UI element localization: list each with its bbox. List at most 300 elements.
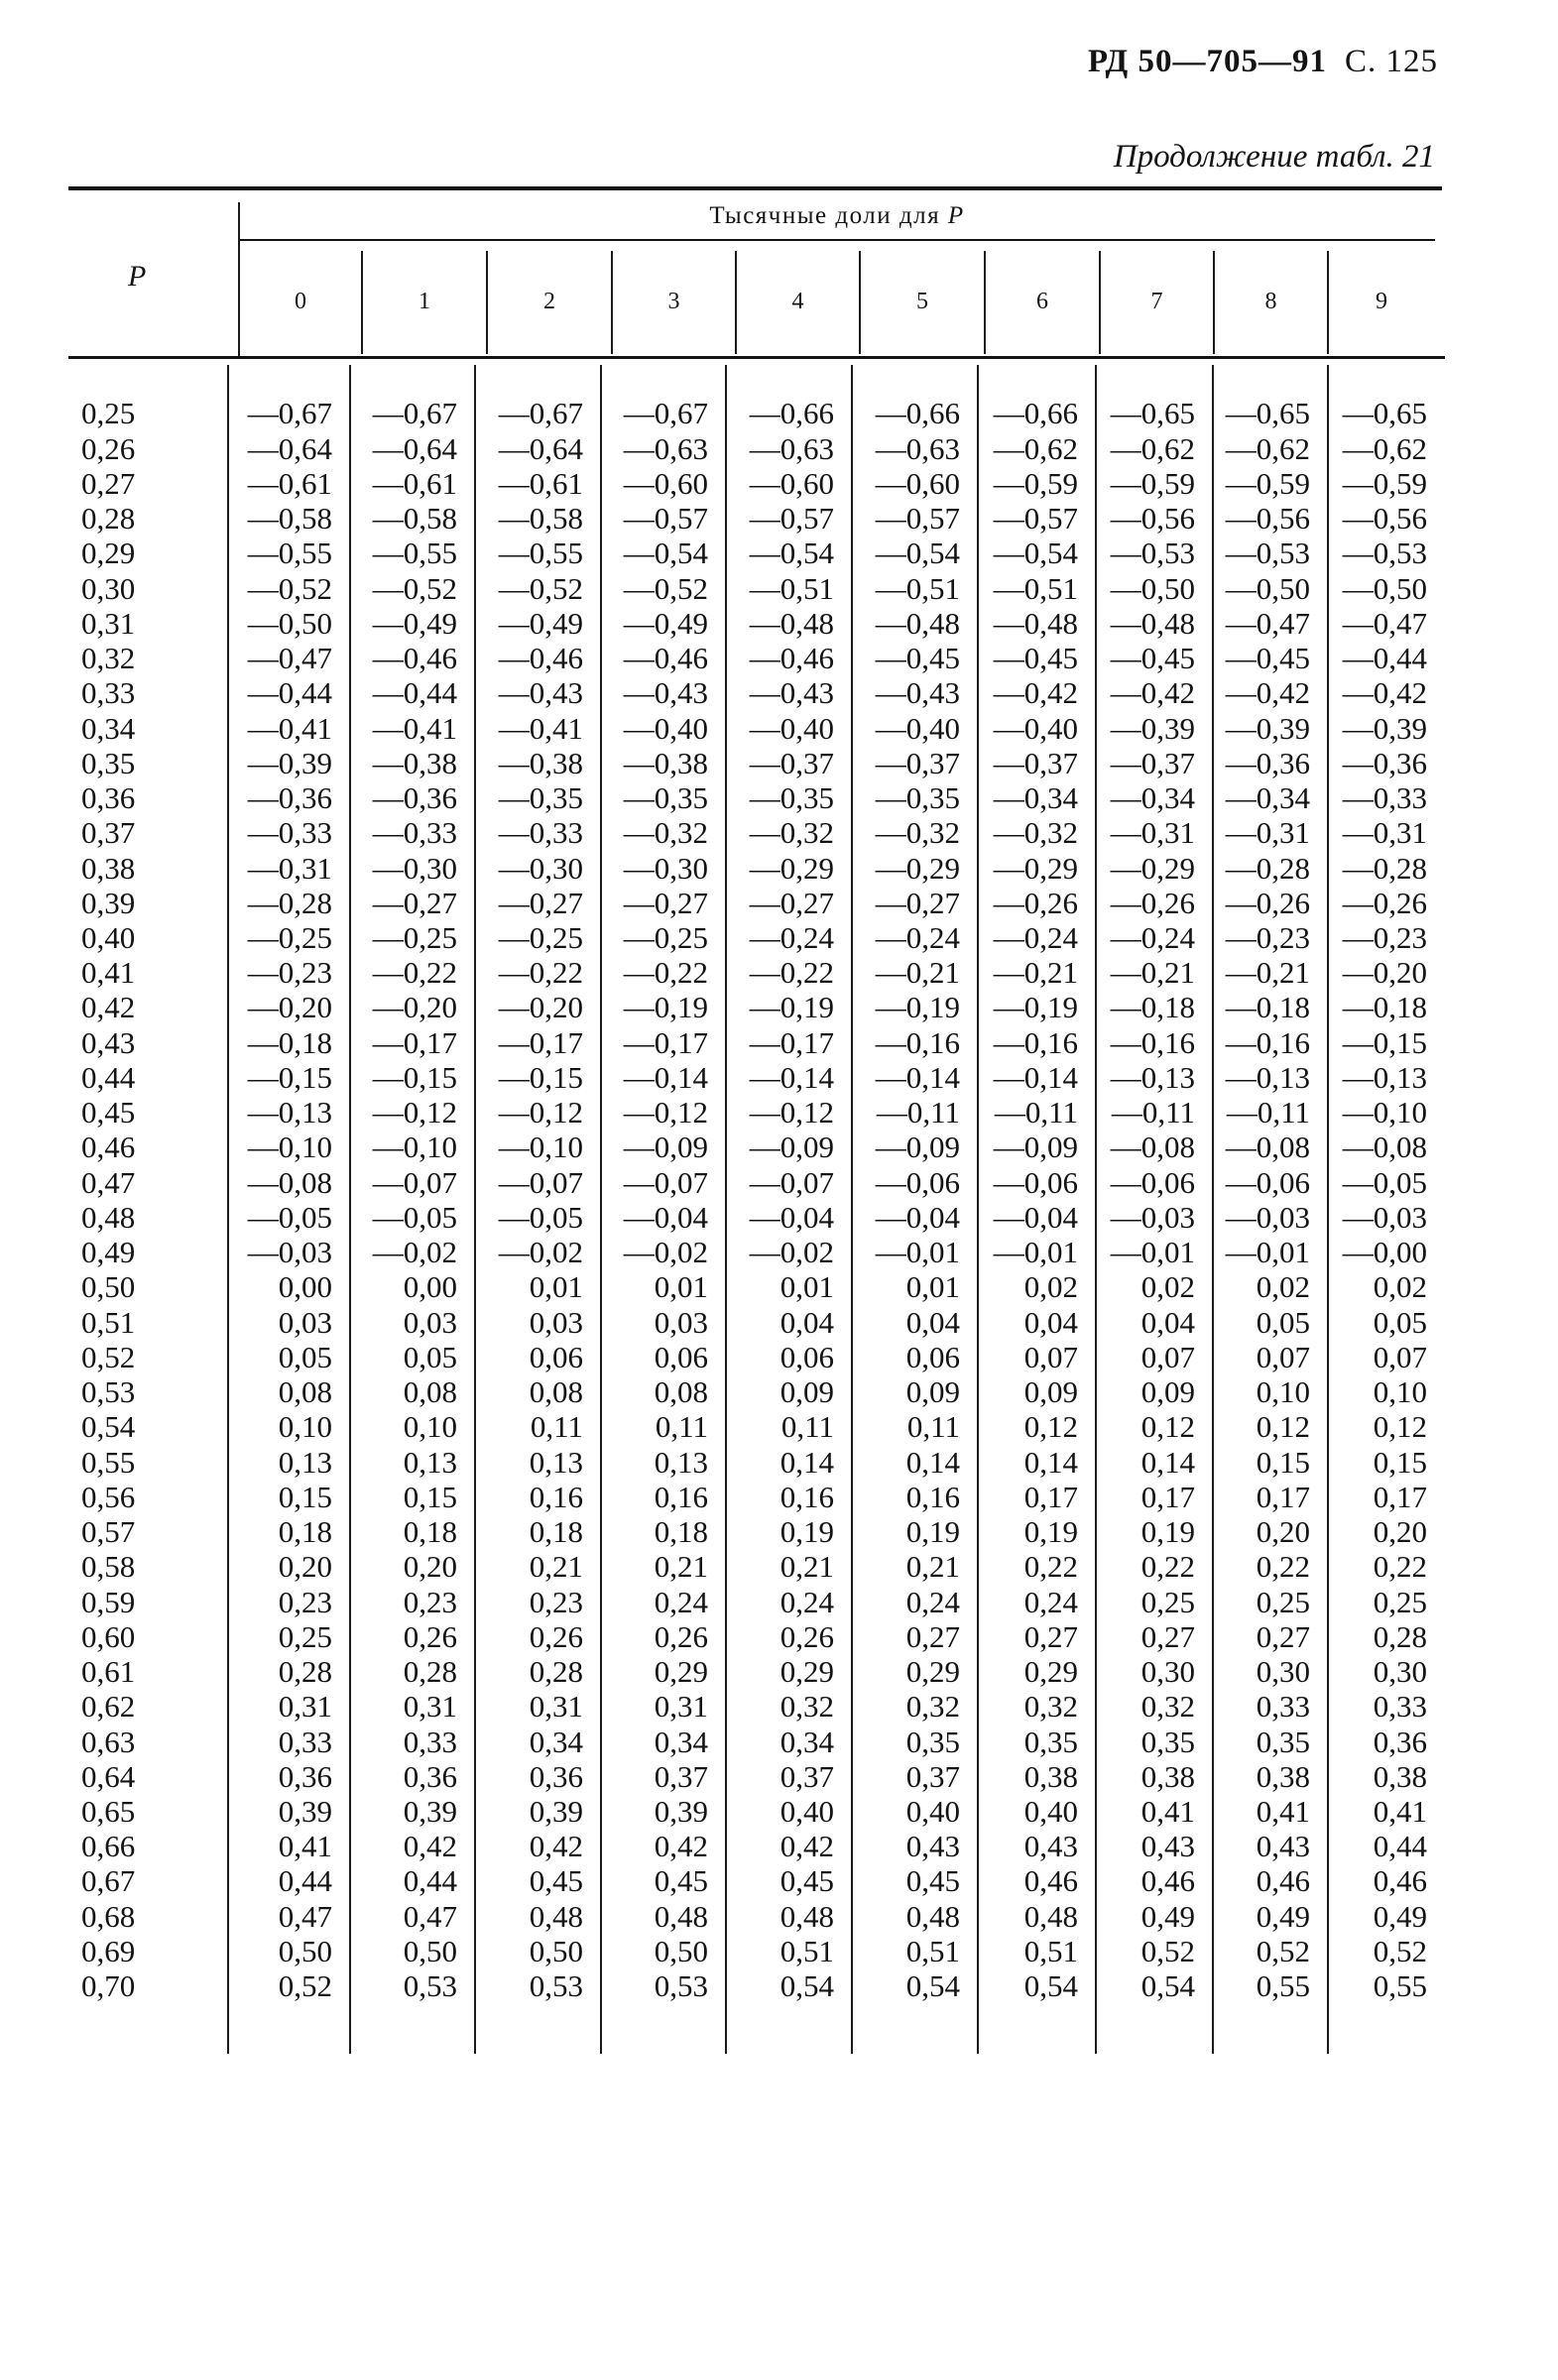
table-cell: —0,40 [749,710,834,746]
table-cell: 0,46 [1023,1863,1078,1899]
table-cell: —0,37 [749,745,834,780]
table-cell: —0,02 [498,1235,583,1270]
table-cell: 0,26 [529,1618,583,1654]
table-cell: —0,37 [1110,745,1195,780]
table-cell: —0,21 [1110,955,1195,991]
table-cell: —0,56 [1225,501,1310,536]
table-cell: —0,34 [993,780,1078,816]
table-cell: 0,55 [1373,1968,1427,2004]
table-row [0,675,1558,710]
table-cell: 0,49 [1140,1898,1195,1934]
table-cell: —0,65 [1342,396,1427,431]
table-cell: 0,28 [278,1654,332,1690]
table-cell: —0,18 [247,1024,332,1060]
table-cell: 0,31 [529,1689,583,1725]
table-cell: 0,44 [278,1863,332,1899]
table-row [0,1863,1558,1898]
table-cell: —0,11 [876,1095,960,1130]
table-cell: 0,42 [403,1829,457,1864]
table-cell: 0,51 [779,1933,834,1968]
table-cell: —0,40 [993,710,1078,746]
column-header-1: 1 [419,289,430,314]
table-cell: —0,49 [498,605,583,641]
table-cell: —0,33 [247,815,332,851]
table-cell: —0,62 [1110,430,1195,466]
table-row [0,1794,1558,1829]
table-cell: —0,04 [875,1199,960,1235]
table-cell: 0,25 [1140,1584,1195,1619]
table-cell: —0,28 [247,885,332,920]
table-cell: —0,15 [1342,1024,1427,1060]
table-cell: 0,21 [905,1549,960,1585]
table-cell: —0,12 [623,1095,708,1130]
table-cell: 0,06 [905,1339,960,1374]
table-row [0,1899,1558,1934]
table-cell: —0,51 [749,570,834,606]
table-cell: —0,30 [498,850,583,886]
table-cell: —0,22 [498,955,583,991]
p-value: 0,37 [81,815,136,851]
table-cell: —0,40 [623,710,708,746]
table-cell: 0,05 [278,1339,332,1374]
table-cell: —0,37 [875,745,960,780]
table-cell: 0,41 [1140,1794,1195,1829]
table-cell: 0,25 [1373,1584,1427,1619]
table-cell: —0,07 [749,1164,834,1200]
group-header-variable: P [947,202,965,229]
table-cell: 0,06 [779,1339,834,1374]
table-cell: 0,36 [529,1758,583,1794]
table-cell: 0,50 [403,1933,457,1968]
table-cell: —0,01 [875,1235,960,1270]
table-row [0,1585,1558,1619]
table-cell: —0,14 [875,1059,960,1095]
table-cell: —0,43 [875,675,960,711]
table-cell: —0,35 [498,780,583,816]
table-cell: —0,24 [875,920,960,955]
header-column-divider [735,251,737,354]
table-cell: 0,34 [529,1724,583,1759]
table-cell: 0,22 [1256,1549,1310,1585]
table-cell: —0,44 [247,675,332,711]
table-row [0,1759,1558,1794]
table-cell: 0,24 [1023,1584,1078,1619]
p-value: 0,32 [81,641,136,676]
table-cell: —0,06 [1225,1164,1310,1200]
table-cell: —0,64 [372,430,457,466]
table-cell: —0,31 [1342,815,1427,851]
header-column-divider [1213,251,1215,354]
table-cell: 0,05 [1373,1304,1427,1340]
table-cell: —0,59 [993,465,1078,501]
p-value: 0,33 [81,675,136,711]
table-cell: —0,20 [247,990,332,1025]
table-cell: 0,29 [654,1654,708,1690]
table-cell: 0,46 [1256,1863,1310,1899]
table-row [0,1480,1558,1514]
table-cell: —0,58 [498,501,583,536]
table-cell: —0,54 [749,536,834,571]
table-row [0,1549,1558,1584]
table-top-rule [68,186,1442,190]
table-row [0,1235,1558,1269]
table-cell: —0,66 [993,396,1078,431]
table-cell: —0,25 [623,920,708,955]
table-cell: —0,43 [749,675,834,711]
table-cell: 0,01 [529,1269,583,1305]
table-cell: —0,57 [749,501,834,536]
table-cell: 0,20 [1373,1514,1427,1550]
table-cell: —0,53 [1342,536,1427,571]
table-cell: —0,41 [498,710,583,746]
table-cell: —0,56 [1110,501,1195,536]
table-cell: 0,29 [905,1654,960,1690]
table-cell: 0,22 [1373,1549,1427,1585]
table-cell: —0,21 [1225,955,1310,991]
table-cell: 0,19 [1140,1514,1195,1550]
table-cell: 0,03 [529,1304,583,1340]
header-column-divider [1099,251,1101,354]
table-cell: —0,48 [875,605,960,641]
p-value: 0,57 [81,1514,136,1550]
table-cell: —0,24 [749,920,834,955]
table-cell: —0,42 [1342,675,1427,711]
table-cell: —0,09 [993,1130,1078,1165]
table-cell: 0,36 [403,1758,457,1794]
table-cell: 0,09 [1140,1374,1195,1410]
table-cell: —0,48 [993,605,1078,641]
p-value: 0,42 [81,990,136,1025]
table-cell: —0,13 [1110,1059,1195,1095]
table-cell: —0,17 [749,1024,834,1060]
table-cell: —0,52 [498,570,583,606]
table-cell: —0,46 [749,641,834,676]
p-value: 0,58 [81,1549,136,1585]
table-cell: —0,16 [1110,1024,1195,1060]
p-value: 0,49 [81,1235,136,1270]
table-cell: —0,46 [498,641,583,676]
table-cell: —0,63 [875,430,960,466]
table-cell: 0,27 [1256,1618,1310,1654]
table-cell: 0,12 [1023,1409,1078,1445]
table-cell: —0,57 [993,501,1078,536]
table-cell: 0,17 [1023,1479,1078,1514]
table-cell: —0,62 [993,430,1078,466]
table-row [0,1340,1558,1374]
table-cell: 0,04 [1023,1304,1078,1340]
p-value: 0,70 [81,1968,136,2004]
table-cell: —0,08 [1110,1130,1195,1165]
table-cell: 0,32 [1023,1689,1078,1725]
table-cell: —0,22 [372,955,457,991]
table-row [0,1514,1558,1549]
table-cell: —0,55 [247,536,332,571]
table-cell: —0,26 [1225,885,1310,920]
header-column-divider [984,251,986,354]
table-cell: —0,58 [372,501,457,536]
table-cell: —0,05 [498,1199,583,1235]
table-row [0,501,1558,536]
table-cell: 0,13 [278,1444,332,1480]
table-cell: 0,31 [403,1689,457,1725]
table-cell: 0,32 [779,1689,834,1725]
table-cell: 0,41 [278,1829,332,1864]
table-cell: 0,48 [1023,1898,1078,1934]
table-cell: —0,03 [247,1235,332,1270]
table-cell: 0,49 [1256,1898,1310,1934]
table-cell: —0,21 [875,955,960,991]
table-cell: —0,48 [749,605,834,641]
table-cell: 0,44 [403,1863,457,1899]
table-cell: 0,48 [905,1898,960,1934]
table-cell: 0,43 [1140,1829,1195,1864]
table-cell: 0,24 [779,1584,834,1619]
table-cell: 0,12 [1140,1409,1195,1445]
table-cell: 0,50 [654,1933,708,1968]
table-cell: —0,59 [1110,465,1195,501]
p-value: 0,65 [81,1794,136,1829]
table-cell: 0,31 [278,1689,332,1725]
header-column-divider [361,251,363,354]
table-cell: —0,13 [247,1095,332,1130]
table-cell: 0,42 [779,1829,834,1864]
group-header [239,200,1435,232]
p-value: 0,68 [81,1898,136,1934]
table-cell: 0,21 [654,1549,708,1585]
table-cell: —0,44 [1342,641,1427,676]
table-cell: —0,27 [875,885,960,920]
table-cell: 0,10 [1256,1374,1310,1410]
page-number: С. 125 [1344,44,1438,79]
table-cell: —0,20 [1342,955,1427,991]
table-cell: 0,49 [1373,1898,1427,1934]
p-value: 0,66 [81,1829,136,1864]
table-row [0,536,1558,570]
table-cell: —0,08 [247,1164,332,1200]
table-cell: 0,25 [278,1618,332,1654]
table-cell: 0,11 [780,1409,834,1445]
table-cell: —0,13 [1225,1059,1310,1095]
table-cell: 0,53 [403,1968,457,2004]
table-cell: —0,21 [993,955,1078,991]
column-header-6: 6 [1036,289,1048,314]
table-cell: —0,26 [1110,885,1195,920]
table-cell: 0,28 [1373,1618,1427,1654]
table-cell: 0,48 [779,1898,834,1934]
table-cell: 0,04 [1140,1304,1195,1340]
table-cell: —0,47 [247,641,332,676]
table-cell: —0,03 [1225,1199,1310,1235]
table-cell: —0,60 [623,465,708,501]
table-cell: 0,35 [1140,1724,1195,1759]
table-cell: —0,59 [1225,465,1310,501]
p-column-header: P [128,260,147,293]
table-cell: 0,52 [1140,1933,1195,1968]
table-cell: —0,31 [1110,815,1195,851]
table-row [0,431,1558,466]
table-cell: —0,06 [875,1164,960,1200]
table-cell: 0,54 [1023,1968,1078,2004]
table-cell: —0,24 [993,920,1078,955]
table-cell: —0,23 [1342,920,1427,955]
table-cell: —0,36 [1225,745,1310,780]
table-cell: —0,18 [1110,990,1195,1025]
table-cell: 0,34 [654,1724,708,1759]
table-cell: —0,63 [623,430,708,466]
table-cell: 0,47 [403,1898,457,1934]
table-cell: —0,07 [372,1164,457,1200]
table-cell: —0,45 [875,641,960,676]
table-cell: —0,07 [623,1164,708,1200]
table-cell: 0,08 [654,1374,708,1410]
table-cell: —0,15 [498,1059,583,1095]
table-cell: —0,48 [1110,605,1195,641]
table-cell: —0,12 [372,1095,457,1130]
table-cell: —0,38 [372,745,457,780]
table-cell: 0,32 [905,1689,960,1725]
table-cell: 0,16 [779,1479,834,1514]
table-cell: —0,57 [875,501,960,536]
table-cell: —0,11 [994,1095,1078,1130]
table-cell: 0,31 [654,1689,708,1725]
column-header-2: 2 [543,289,555,314]
table-row [0,1409,1558,1444]
table-cell: 0,43 [905,1829,960,1864]
table-cell: —0,51 [875,570,960,606]
table-cell: 0,36 [1373,1724,1427,1759]
table-cell: 0,15 [278,1479,332,1514]
table-cell: 0,16 [529,1479,583,1514]
table-cell: —0,66 [875,396,960,431]
table-cell: 0,53 [654,1968,708,2004]
table-cell: —0,16 [1225,1024,1310,1060]
table-cell: —0,07 [498,1164,583,1200]
table-cell: —0,10 [1342,1095,1427,1130]
table-row [0,396,1558,430]
table-cell: —0,01 [1225,1235,1310,1270]
table-row [0,1269,1558,1304]
table-cell: —0,19 [623,990,708,1025]
table-cell: —0,39 [247,745,332,780]
p-value: 0,50 [81,1269,136,1305]
p-value: 0,69 [81,1933,136,1968]
table-row [0,1025,1558,1060]
table-cell: —0,50 [1342,570,1427,606]
table-cell: 0,45 [529,1863,583,1899]
table-cell: —0,16 [875,1024,960,1060]
group-header-label: Тысячные доли для [709,202,941,229]
table-row [0,1968,1558,2003]
table-cell: 0,33 [1256,1689,1310,1725]
table-cell: 0,33 [1373,1689,1427,1725]
p-value: 0,28 [81,501,136,536]
table-row [0,1619,1558,1654]
table-cell: —0,52 [623,570,708,606]
table-cell: 0,22 [1140,1549,1195,1585]
table-cell: 0,39 [403,1794,457,1829]
table-cell: 0,18 [529,1514,583,1550]
table-cell: 0,53 [529,1968,583,2004]
table-cell: —0,57 [623,501,708,536]
table-cell: 0,10 [1373,1374,1427,1410]
table-cell: —0,08 [1225,1130,1310,1165]
table-cell: 0,10 [403,1409,457,1445]
table-row [0,780,1558,815]
table-cell: —0,14 [623,1059,708,1095]
table-cell: —0,46 [372,641,457,676]
table-cell: 0,23 [529,1584,583,1619]
table-cell: 0,26 [654,1618,708,1654]
p-value: 0,63 [81,1724,136,1759]
table-cell: 0,15 [1373,1444,1427,1480]
table-row [0,746,1558,780]
p-value: 0,45 [81,1095,136,1130]
table-row [0,1934,1558,1968]
table-cell: —0,67 [372,396,457,431]
table-cell: —0,14 [993,1059,1078,1095]
table-cell: —0,16 [993,1024,1078,1060]
table-cell: 0,15 [403,1479,457,1514]
table-cell: 0,07 [1140,1339,1195,1374]
table-cell: 0,33 [403,1724,457,1759]
table-cell: —0,61 [372,465,457,501]
table-cell: 0,40 [779,1794,834,1829]
table-row [0,1095,1558,1130]
table-cell: 0,27 [1140,1618,1195,1654]
table-cell: 0,38 [1023,1758,1078,1794]
p-value: 0,59 [81,1584,136,1619]
table-cell: 0,09 [1023,1374,1078,1410]
table-cell: —0,04 [623,1199,708,1235]
table-cell: 0,40 [905,1794,960,1829]
table-cell: —0,25 [498,920,583,955]
table-cell: —0,02 [372,1235,457,1270]
table-cell: 0,37 [779,1758,834,1794]
table-cell: —0,62 [1225,430,1310,466]
table-cell: 0,30 [1373,1654,1427,1690]
table-cell: 0,51 [1023,1933,1078,1968]
table-row [0,886,1558,920]
table-cell: —0,31 [1225,815,1310,851]
table-cell: —0,29 [1110,850,1195,886]
table-cell: 0,07 [1023,1339,1078,1374]
table-cell: 0,01 [779,1269,834,1305]
table-cell: 0,32 [1140,1689,1195,1725]
header-bottom-rule [68,356,1445,359]
table-cell: —0,38 [623,745,708,780]
table-cell: —0,23 [1225,920,1310,955]
table-cell: 0,14 [779,1444,834,1480]
document-code: РД 50—705—91 [1087,44,1327,79]
table-cell: 0,28 [529,1654,583,1690]
table-cell: —0,59 [1342,465,1427,501]
table-cell: —0,38 [498,745,583,780]
table-cell: 0,40 [1023,1794,1078,1829]
table-cell: —0,53 [1225,536,1310,571]
table-cell: 0,12 [1256,1409,1310,1445]
table-cell: —0,58 [247,501,332,536]
table-cell: 0,37 [654,1758,708,1794]
table-cell: —0,47 [1342,605,1427,641]
table-cell: —0,06 [993,1164,1078,1200]
table-cell: 0,39 [529,1794,583,1829]
table-cell: 0,10 [278,1409,332,1445]
table-cell: 0,14 [905,1444,960,1480]
table-cell: 0,03 [654,1304,708,1340]
table-cell: —0,28 [1225,850,1310,886]
table-caption: Продолжение табл. 21 [1113,139,1435,175]
table-cell: 0,14 [1140,1444,1195,1480]
